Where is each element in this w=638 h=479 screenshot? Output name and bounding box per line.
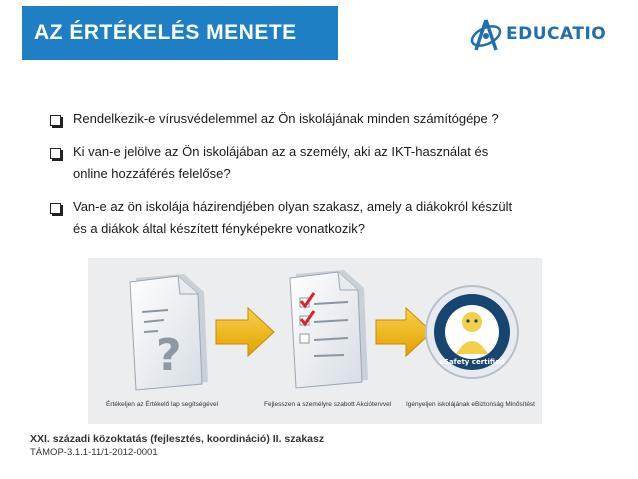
certified-badge-icon xyxy=(426,286,518,378)
question-item xyxy=(50,200,610,240)
question-item xyxy=(50,145,610,185)
arrow-icon xyxy=(216,308,274,356)
question-item xyxy=(50,112,610,130)
step-caption: Értékeljen az Értékelő lap segítségével xyxy=(106,401,219,408)
checklist-document-icon xyxy=(290,270,368,388)
question-line: Rendelkezik-e vírusvédelemmel az Ön iskolájának minden számítógépe ? xyxy=(73,111,499,126)
footer-project-code: TÁMOP-3.1.1-11/1-2012-0001 xyxy=(30,447,158,458)
footer xyxy=(30,433,324,458)
educatio-emblem-icon xyxy=(468,16,504,54)
question-list xyxy=(50,112,610,255)
arrow-icon xyxy=(376,308,432,356)
checkbox-bullet-icon xyxy=(50,115,61,126)
checkbox-bullet-icon xyxy=(50,148,61,159)
logo-text: EDUCATIO xyxy=(506,24,607,44)
badge-text: eSafety certified xyxy=(439,358,505,366)
slide-title: AZ ÉRTÉKELÉS MENETE xyxy=(34,21,297,44)
process-illustration xyxy=(88,258,542,424)
process-diagram xyxy=(88,258,542,424)
svg-text:?: ? xyxy=(156,330,182,381)
question-document-icon xyxy=(130,274,208,390)
question-line: Ki van-e jelölve az Ön iskolájában az a személy, aki az IKT-használat és xyxy=(73,144,489,159)
checkbox-bullet-icon xyxy=(50,203,61,214)
step-caption: Igényeljen iskolájának eBiztonság Minősítést xyxy=(406,401,535,408)
footer-program-title: XXI. századi közoktatás (fejlesztés, koordináció) II. szakasz xyxy=(30,433,325,445)
title-bar xyxy=(22,6,338,60)
question-line: online hozzáférés felelőse? xyxy=(73,166,231,181)
question-line: Van-e az ön iskolája házirendjében olyan szakasz, amely a diákokról készült xyxy=(73,199,513,214)
educatio-logo xyxy=(468,16,628,54)
step-caption: Fejlesszen a személyre szabott Akciótervvel xyxy=(264,401,392,408)
question-line: és a diákok által készített fényképekre vonatkozik? xyxy=(73,221,365,236)
